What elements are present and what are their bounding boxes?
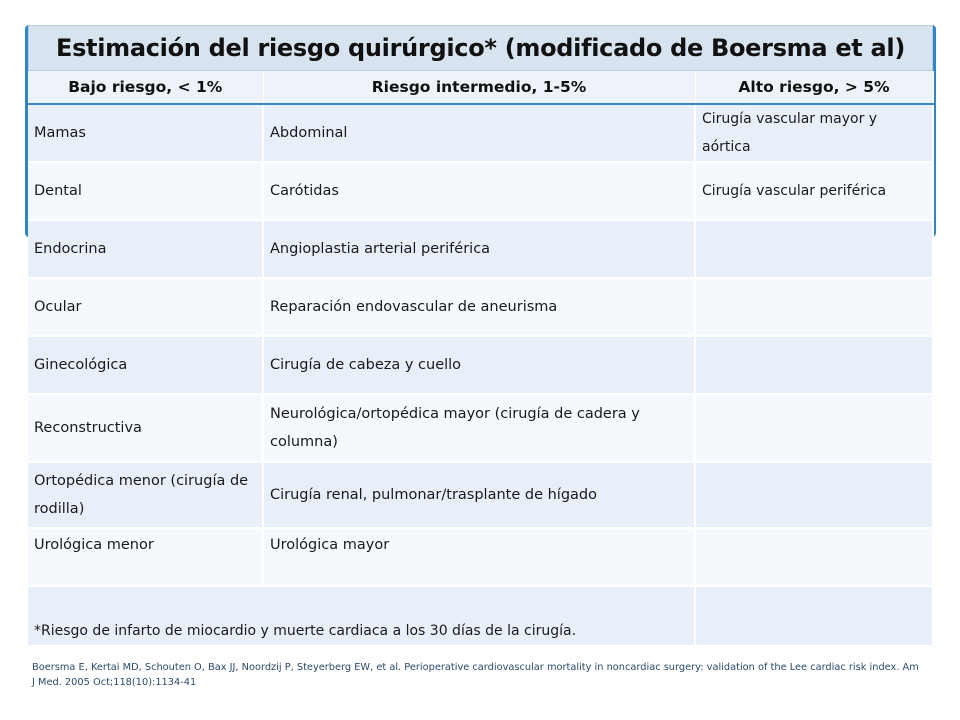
cell-intermediate: Carótidas <box>263 162 695 220</box>
cell-low: Reconstructiva <box>28 394 263 462</box>
table-row <box>28 162 933 220</box>
cell-intermediate: Urológica mayor <box>263 528 695 586</box>
cell-intermediate: Angioplastia arterial periférica <box>263 220 695 278</box>
cell-high: Cirugía vascular mayor y aórtica <box>695 104 933 162</box>
page-title: Estimación del riesgo quirúrgico* (modificado de Boersma et al) <box>55 34 906 62</box>
header-high-risk: Alto riesgo, > 5% <box>695 71 933 104</box>
cell-high <box>695 462 933 528</box>
header-row <box>28 71 933 104</box>
table-row <box>28 336 933 394</box>
cell-high <box>695 394 933 462</box>
cell-low: Ginecológica <box>28 336 263 394</box>
cell-low: Ocular <box>28 278 263 336</box>
cell-high <box>695 336 933 394</box>
cell-high <box>695 586 933 646</box>
cell-intermediate: Cirugía de cabeza y cuello <box>263 336 695 394</box>
table-row <box>28 220 933 278</box>
cell-intermediate: Abdominal <box>263 104 695 162</box>
cell-high <box>695 528 933 586</box>
table-row <box>28 462 933 528</box>
cell-intermediate: Neurológica/ortopédica mayor (cirugía de cadera y columna) <box>263 394 695 462</box>
title-box <box>28 25 933 71</box>
cell-intermediate: Cirugía renal, pulmonar/trasplante de hígado <box>263 462 695 528</box>
footnote-row <box>28 586 933 646</box>
cell-low: Ortopédica menor (cirugía de rodilla) <box>28 462 263 528</box>
cell-low: Mamas <box>28 104 263 162</box>
table-row <box>28 104 933 162</box>
table-row <box>28 394 933 462</box>
table-row <box>28 278 933 336</box>
risk-table <box>28 71 934 647</box>
cell-low: Endocrina <box>28 220 263 278</box>
reference-citation: Boersma E, Kertai MD, Schouten O, Bax JJ, Noordzij P, Steyerberg EW, et al. Perioperative cardiovascular mortality in noncardiac surgery: validation of the Lee cardiac risk index. Am J Med. 2005 Oct;118(10):1134-41 <box>32 662 919 688</box>
cell-low: Dental <box>28 162 263 220</box>
table-row <box>28 528 933 586</box>
footnote: *Riesgo de infarto de miocardio y muerte cardiaca a los 30 días de la cirugía. <box>28 586 695 646</box>
header-low-risk: Bajo riesgo, < 1% <box>28 71 263 104</box>
cell-intermediate: Reparación endovascular de aneurisma <box>263 278 695 336</box>
header-intermediate-risk: Riesgo intermedio, 1-5% <box>263 71 695 104</box>
cell-low: Urológica menor <box>28 528 263 586</box>
cell-high: Cirugía vascular periférica <box>695 162 933 220</box>
cell-high <box>695 220 933 278</box>
cell-high <box>695 278 933 336</box>
